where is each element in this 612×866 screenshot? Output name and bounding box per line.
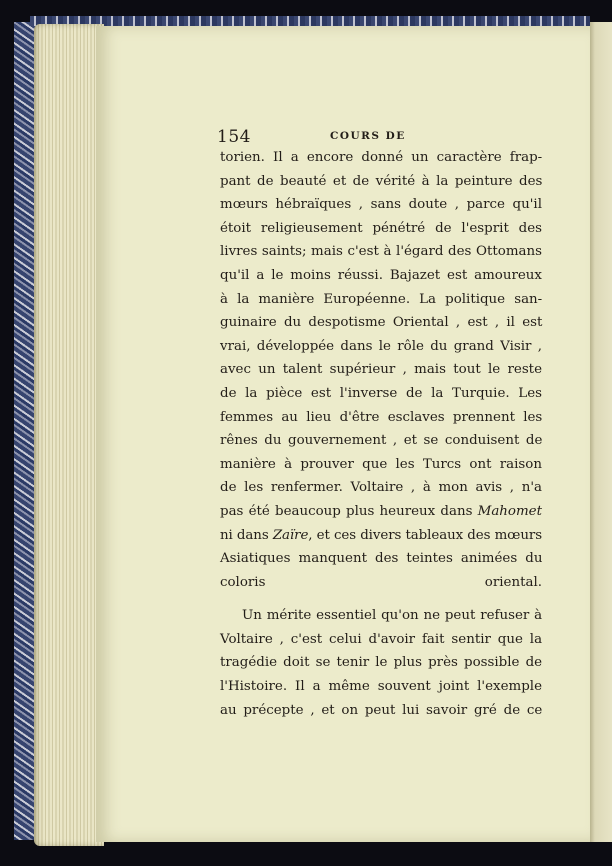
text-line: pant de beauté et de vérité à la peinture des — [220, 173, 543, 189]
text-line: mœurs hébraïques , sans doute , parce qu'il — [220, 197, 542, 213]
italic-title-mahomet: Mahomet — [477, 503, 542, 519]
page-number: 154 — [217, 127, 251, 147]
text-line: qu'il a le moins réussi. Bajazet est amoureux — [220, 267, 542, 283]
italic-title-zaire: Zaïre — [272, 527, 309, 543]
text-line: guinaire du despotisme Oriental , est , il est — [220, 315, 543, 331]
text-line — [220, 524, 542, 548]
text-line: manière à prouver que les Turcs ont raison — [220, 456, 542, 472]
text-segment: pas été beaucoup plus heureux dans — [220, 503, 478, 519]
text-line: au précepte , et on peut lui savoir gré de ce — [220, 702, 543, 718]
text-line: tragédie doit se tenir le plus près possible de — [220, 655, 543, 671]
text-line — [220, 500, 542, 524]
running-head: COURS DE — [330, 130, 406, 142]
text-segment: ni dans — [220, 527, 273, 543]
text-line: de la pièce est l'inverse de la Turquie. Les — [220, 385, 542, 401]
page-edges — [34, 24, 104, 846]
text-line: torien. Il a encore donné un caractère frap- — [220, 150, 543, 165]
text-line: livres saints; mais c'est à l'égard des Ottomans — [220, 244, 542, 260]
body-text — [220, 146, 542, 722]
text-segment: , et ces divers tableaux des mœurs — [308, 527, 542, 543]
text-line: Un mérite essentiel qu'on ne peut refuser à — [242, 608, 543, 624]
text-line: l'Histoire. Il a même souvent joint l'exemple — [220, 679, 542, 695]
text-line: étoit religieusement pénétré de l'esprit des — [220, 220, 543, 236]
text-line: rênes du gouvernement , et se conduisent de — [220, 433, 543, 449]
text-line: à la manière Européenne. La politique san- — [220, 291, 543, 307]
text-line: avec un talent supérieur , mais tout le reste — [220, 362, 542, 378]
marbled-cover-top — [30, 16, 590, 26]
text-line: coloris oriental. — [220, 574, 542, 590]
text-line: de les renfermer. Voltaire , à mon avis , n'a — [220, 480, 542, 496]
text-line: vrai, développée dans le rôle du grand Visir , — [220, 338, 542, 354]
paragraph-1 — [220, 146, 542, 571]
paragraph-1-end — [220, 571, 542, 595]
text-line: femmes au lieu d'être esclaves prennent les — [220, 409, 543, 425]
text-line: Asiatiques manquent des teintes animées du — [220, 551, 543, 567]
text-line: Voltaire , c'est celui d'avoir fait sentir que la — [220, 631, 543, 647]
next-page-edge — [590, 22, 612, 842]
paragraph-2 — [220, 604, 542, 722]
